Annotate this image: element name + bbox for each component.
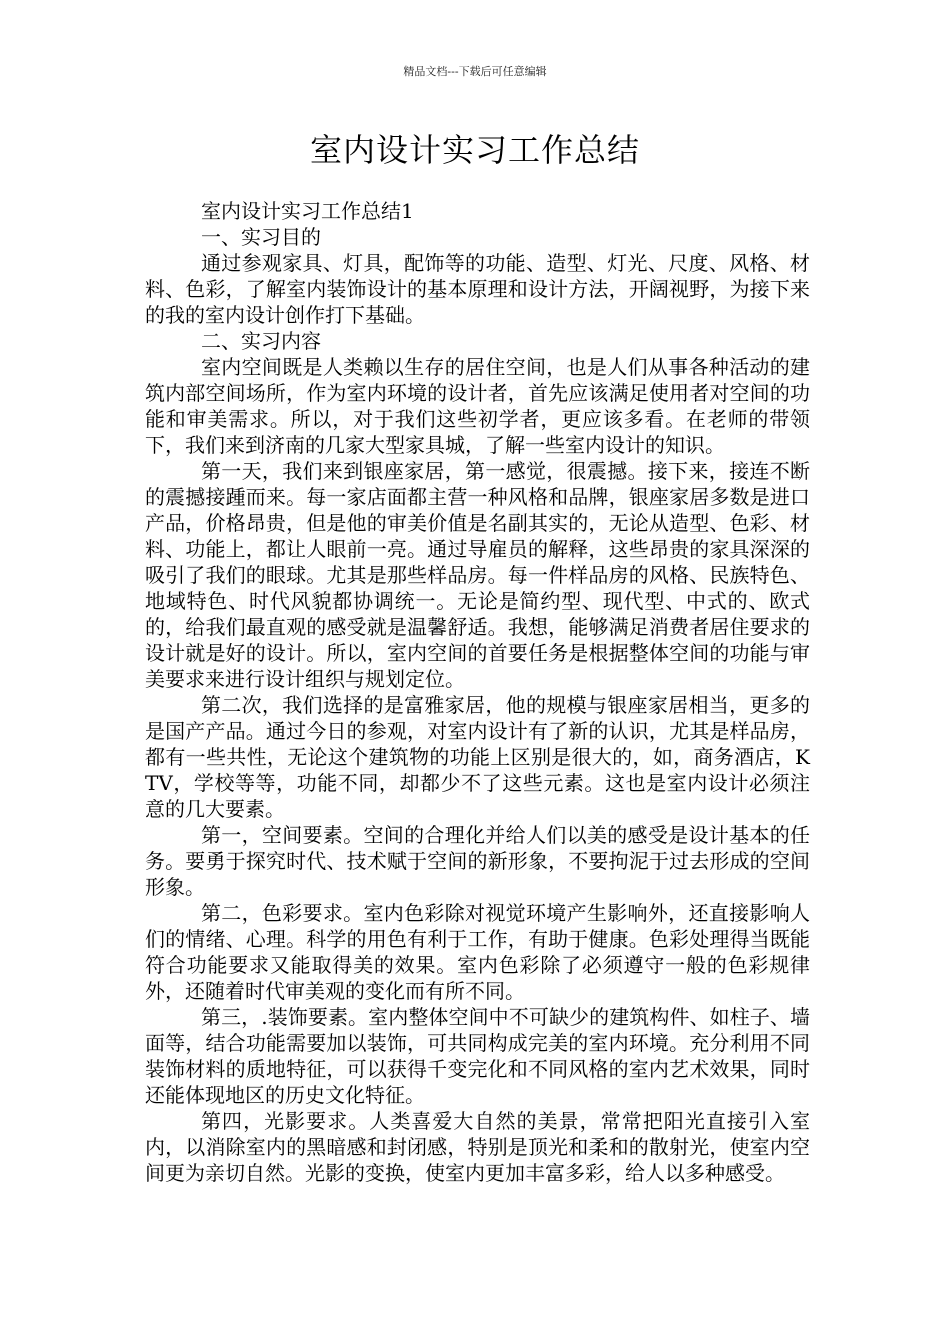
document-title: 室内设计实习工作总结 [309,131,640,169]
body-paragraph: 第二，色彩要求。室内色彩除对视觉环境产生影响外，还直接影响人们的情绪、心理。科学的用色有利于工作，有助于健康。色彩处理得当既能符合功能要求又能取得美的效果。室内色彩除了必须遵守一般的色彩规律外，还随着时代审美观的变化而有所不同。 [145,901,810,1003]
body-paragraph: 室内空间既是人类赖以生存的居住空间，也是人们从事各种活动的建筑内部空间场所，作为室内环境的设计者，首先应该满足使用者对空间的功能和审美需求。所以，对于我们这些初学者，更应该多看。在老师的带领下，我们来到济南的几家大型家具城，了解一些室内设计的知识。 [145,355,810,457]
body-paragraph: 第三，.装饰要素。室内整体空间中不可缺少的建筑构件、如柱子、墙面等，结合功能需要加以装饰，可共同构成完美的室内环境。充分利用不同装饰材料的质地特征，可以获得千变完化和不同风格的室内艺术效果，同时还能体现地区的历史文化特征。 [145,1005,810,1107]
body-paragraph: 第四，光影要求。人类喜爱大自然的美景，常常把阳光直接引入室内，以消除室内的黑暗感和封闭感，特别是顶光和柔和的散射光，使室内空间更为亲切自然。光影的变换，使室内更加丰富多彩，给人以多种感受。 [145,1109,810,1185]
body-paragraph: 第一，空间要素。空间的合理化并给人们以美的感受是设计基本的任务。要勇于探究时代、技术赋于空间的新形象，不要拘泥于过去形成的空间形象。 [145,823,810,899]
document-body [145,198,810,1186]
header-note: 精品文档---下载后可任意编辑 [403,65,547,78]
section-heading-content: 二、实习内容 [201,329,321,353]
body-paragraph: 通过参观家具、灯具，配饰等的功能、造型、灯光、尺度、风格、材料、色彩，了解室内装饰设计的基本原理和设计方法，开阔视野，为接下来的我的室内设计创作打下基础。 [145,251,810,327]
section-heading-purpose: 一、实习目的 [201,225,321,249]
subtitle-paragraph: 室内设计实习工作总结1 [201,199,414,223]
body-paragraph: 第一天，我们来到银座家居，第一感觉，很震撼。接下来，接连不断的震撼接踵而来。每一家店面都主营一种风格和品牌，银座家居多数是进口产品，价格昂贵，但是他的审美价值是名副其实的，无论从造型、色彩、材料、功能上，都让人眼前一亮。通过导雇员的解释，这些昂贵的家具深深的吸引了我们的眼球。尤其是那些样品房。每一件样品房的风格、民族特色、地域特色、时代风貌都协调统一。无论是简约型、现代型、中式的、欧式的，给我们最直观的感受就是温馨舒适。我想，能够满足消费者居住要求的设计就是好的设计。所以，室内空间的首要任务是根据整体空间的功能与审美要求来进行设计组织与规划定位。 [145,459,810,691]
body-paragraph: 第二次，我们选择的是富雅家居，他的规模与银座家居相当，更多的是国产产品。通过今日的参观，对室内设计有了新的认识，尤其是样品房，都有一些共性，无论这个建筑物的功能上区别是很大的，如，商务酒店，KTV，学校等等，功能不同，却都少不了这些元素。这也是室内设计必须注意的几大要素。 [145,693,810,821]
